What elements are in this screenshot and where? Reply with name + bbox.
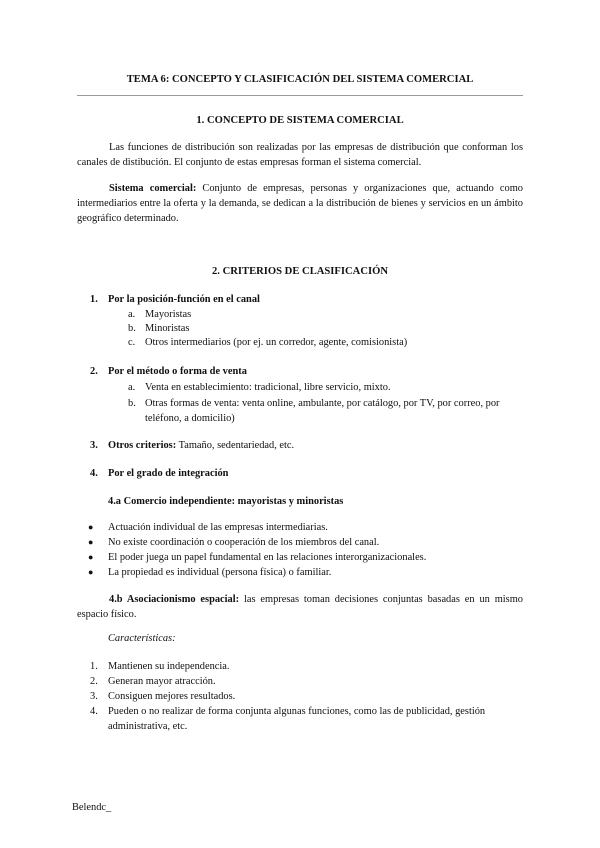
subsection-4a-heading: 4.a Comercio independiente: mayoristas y minoristas — [108, 496, 344, 507]
definition-text: Conjunto de empresas, personas y organizaciones que, actuando como intermediarios entre la oferta y la demanda, se dedican a la distribución de bienes y servicios en un ámbito geográfico determinado. — [77, 183, 523, 224]
criterion-2a-letter: a. — [128, 382, 136, 393]
section-1-paragraph: Las funciones de distribución son realizadas por las empresas de distribución que conforman los canales de distibución. El conjunto de estas empresas forman el sistema comercial. — [77, 142, 523, 168]
criterion-4-label: Por el grado de integración — [108, 468, 229, 479]
criterion-3-number — [90, 438, 98, 453]
criterion-3-text: Tamaño, sedentariedad, etc. — [176, 440, 295, 451]
criterion-2a-text: Venta en establecimiento: tradicional, libre servicio, mixto. — [145, 382, 391, 393]
criterion-3 — [108, 438, 294, 453]
criterion-number: 1. — [90, 294, 98, 305]
bullet-dot: ● — [88, 567, 94, 577]
characteristic-number: 4. — [90, 706, 98, 717]
characteristic-number: 3. — [90, 691, 98, 702]
criterion-number: 2. — [90, 366, 98, 377]
title-divider — [77, 95, 523, 96]
criterion-2b-text: Otras formas de venta: venta online, ambulante, por catálogo, por TV, por correo, por teléfono, a domicilio) — [145, 398, 500, 424]
bullet-item: La propiedad es individual (persona física) o familiar. — [108, 567, 332, 578]
criterion-1a-text: Mayoristas — [145, 309, 192, 320]
criterion-1a-letter: a. — [128, 309, 136, 320]
characteristic-item: Generan mayor atracción. — [108, 676, 216, 687]
subsection-4b-term: 4.b Asociacionismo espacial: — [109, 594, 240, 605]
footer-author: Belendc_ — [72, 802, 112, 813]
bullet-item: Actuación individual de las empresas intermediarias. — [108, 522, 328, 533]
characteristics-label: Características: — [108, 633, 176, 644]
bullet-dot: ● — [88, 552, 94, 562]
criterion-2b-letter: b. — [128, 398, 136, 409]
subsection-4b-paragraph — [77, 592, 523, 622]
criterion-number: 4. — [90, 468, 98, 479]
criterion-number: 3. — [90, 440, 98, 451]
criterion-1c-letter: c. — [128, 337, 136, 348]
criterion-1 — [90, 292, 98, 307]
criterion-1-label: Por la posición-función en el canal — [108, 294, 260, 305]
criterion-3-label: Otros criterios: — [108, 440, 177, 451]
criterion-1b-text: Minoristas — [145, 323, 190, 334]
criterion-2-label: Por el método o forma de venta — [108, 366, 247, 377]
criterion-4-number — [90, 466, 98, 481]
section-2-heading: 2. CRITERIOS DE CLASIFICACIÓN — [211, 266, 388, 277]
bullet-dot: ● — [88, 522, 94, 532]
definition-term: Sistema comercial: — [109, 183, 197, 194]
characteristic-item: Pueden o no realizar de forma conjunta algunas funciones, como las de publicidad, gestión administrativa, etc. — [108, 706, 486, 732]
document-title: TEMA 6: CONCEPTO Y CLASIFICACIÓN DEL SISTEMA COMERCIAL — [126, 74, 474, 85]
bullet-item: El poder juega un papel fundamental en las relaciones interorganizacionales. — [108, 552, 427, 563]
characteristic-number: 2. — [90, 676, 98, 687]
characteristic-number: 1. — [90, 661, 98, 672]
section-1-heading: 1. CONCEPTO DE SISTEMA COMERCIAL — [196, 115, 404, 126]
definition-paragraph — [77, 181, 523, 226]
bullet-dot: ● — [88, 537, 94, 547]
bullet-item: No existe coordinación o cooperación de los miembros del canal. — [108, 537, 380, 548]
criterion-2-number — [90, 364, 98, 379]
subsection-4b-text: las empresas toman decisiones conjuntas basadas en un mismo espacio físico. — [77, 594, 523, 620]
characteristic-item: Mantienen su independencia. — [108, 661, 230, 672]
criterion-1b-letter: b. — [128, 323, 136, 334]
criterion-1c-text: Otros intermediarios (por ej. un corredor, agente, comisionista) — [145, 337, 408, 348]
characteristic-item: Consiguen mejores resultados. — [108, 691, 236, 702]
